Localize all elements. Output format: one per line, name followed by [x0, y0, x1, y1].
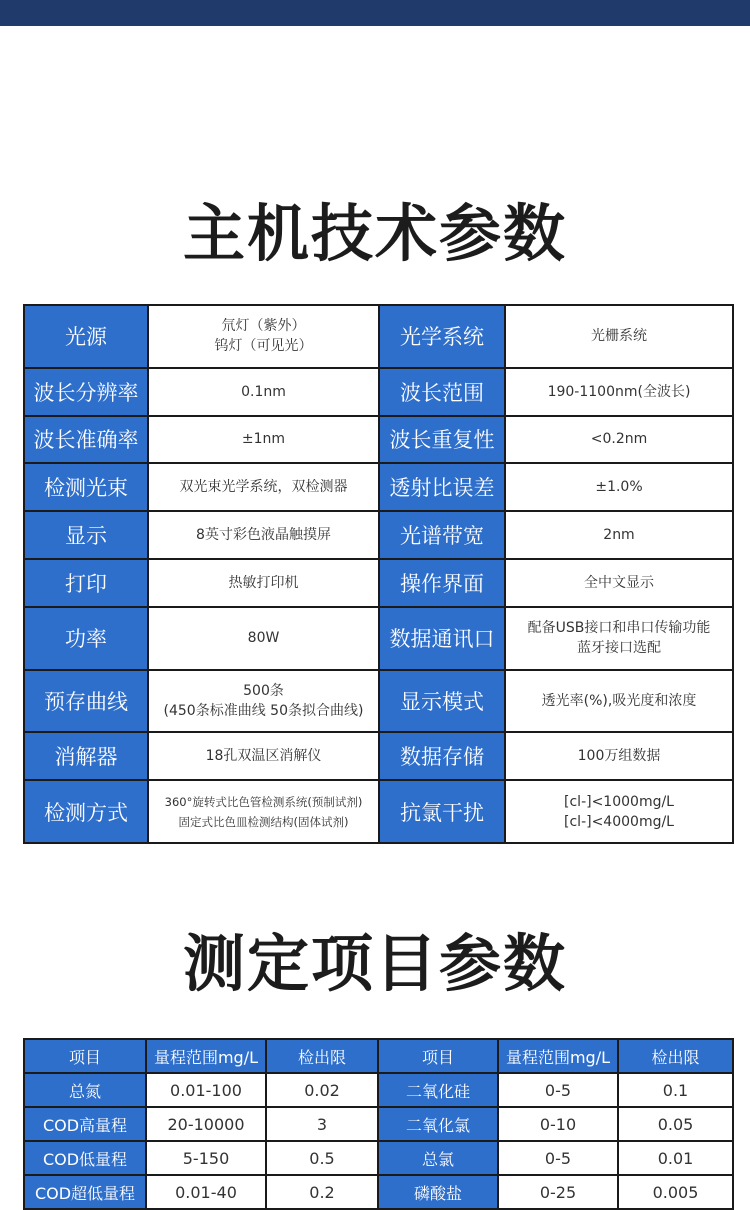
- spec-value-line: <0.2nm: [590, 431, 648, 448]
- spec-value: [505, 732, 733, 780]
- measure-header-row: [24, 1039, 733, 1073]
- measure-value-cell: 0.01-100: [146, 1073, 266, 1107]
- spec-value-line: 热敏打印机: [228, 574, 299, 591]
- measure-row: [24, 1141, 733, 1175]
- spec-key: 预存曲线: [24, 670, 148, 733]
- spec-value-line: [cl-]<1000mg/L: [564, 793, 674, 810]
- spec-value: [505, 463, 733, 511]
- spec-row: [24, 559, 733, 607]
- measure-item-cell: COD高量程: [24, 1107, 146, 1141]
- spec-key: 数据通讯口: [379, 607, 505, 670]
- measure-item-cell: COD超低量程: [24, 1175, 146, 1209]
- spec-row: [24, 670, 733, 733]
- spec-value: [148, 670, 379, 733]
- spec-value-line: 氘灯（紫外）: [221, 318, 306, 335]
- spec-value-line: 全中文显示: [584, 574, 654, 591]
- measure-value-cell: 0-5: [498, 1141, 618, 1175]
- spec-key: 操作界面: [379, 559, 505, 607]
- spec-key: 检测方式: [24, 780, 148, 843]
- spec-key: 检测光束: [24, 463, 148, 511]
- spec-value-line: 2nm: [603, 527, 635, 544]
- spec-value: [505, 607, 733, 670]
- measure-header-cell: 检出限: [266, 1039, 378, 1073]
- spec-value: [505, 305, 733, 368]
- spec-row: [24, 780, 733, 843]
- spec-value-line: 配备USB接口和串口传输功能: [527, 620, 711, 637]
- spec-value: [148, 732, 379, 780]
- spec-row: [24, 511, 733, 559]
- measure-value-cell: 0.01: [618, 1141, 733, 1175]
- measure-item-cell: COD低量程: [24, 1141, 146, 1175]
- measure-row: [24, 1107, 733, 1141]
- spec-key: 波长分辨率: [24, 368, 148, 416]
- spec-value-line: 190-1100nm(全波长): [547, 383, 691, 400]
- spec-row: [24, 463, 733, 511]
- spec-value: [505, 780, 733, 843]
- spec-key: 光学系统: [379, 305, 505, 368]
- spec-value: [148, 416, 379, 464]
- measure-header-cell: 项目: [378, 1039, 498, 1073]
- spec-table: [23, 304, 734, 844]
- measure-item-cell: 磷酸盐: [378, 1175, 498, 1209]
- spec-value-line: 18孔双温区消解仪: [205, 748, 322, 765]
- measure-item-cell: 二氧化硅: [378, 1073, 498, 1107]
- measure-item-cell: 二氧化氯: [378, 1107, 498, 1141]
- spec-value: [505, 559, 733, 607]
- spec-value: [148, 305, 379, 368]
- spec-value: [148, 368, 379, 416]
- spec-value-line: 100万组数据: [577, 748, 661, 765]
- measure-value-cell: 0.1: [618, 1073, 733, 1107]
- spec-value-line: (450条标准曲线 50条拟合曲线): [163, 702, 364, 719]
- spec-key: 显示: [24, 511, 148, 559]
- spec-row: [24, 305, 733, 368]
- spec-value: [505, 368, 733, 416]
- measure-table: [23, 1038, 734, 1210]
- spec-value-line: 500条: [243, 682, 284, 699]
- spec-value-line: 固定式比色皿检测结构(固体试剂): [178, 814, 349, 829]
- measure-row: [24, 1175, 733, 1209]
- spec-key: 显示模式: [379, 670, 505, 733]
- measure-header-cell: 项目: [24, 1039, 146, 1073]
- spec-value-line: 光栅系统: [591, 328, 647, 345]
- measure-item-cell: 总氯: [378, 1141, 498, 1175]
- spec-key: 波长重复性: [379, 416, 505, 464]
- spec-value: [505, 670, 733, 733]
- measure-value-cell: 0-10: [498, 1107, 618, 1141]
- measure-value-cell: 0-5: [498, 1073, 618, 1107]
- measure-value-cell: 0-25: [498, 1175, 618, 1209]
- spec-row: [24, 732, 733, 780]
- spec-value: [148, 463, 379, 511]
- spec-value: [505, 416, 733, 464]
- measure-value-cell: 5-150: [146, 1141, 266, 1175]
- top-banner: [0, 0, 750, 26]
- measure-header-cell: 量程范围mg/L: [498, 1039, 618, 1073]
- spec-key: 光源: [24, 305, 148, 368]
- spec-key: 波长范围: [379, 368, 505, 416]
- measure-value-cell: 0.005: [618, 1175, 733, 1209]
- spec-value-line: 0.1nm: [241, 383, 286, 400]
- spec-value-line: 双光束光学系统，双检测器: [179, 479, 348, 496]
- spec-value: [148, 780, 379, 843]
- measure-value-cell: 3: [266, 1107, 378, 1141]
- measure-value-cell: 0.05: [618, 1107, 733, 1141]
- measure-value-cell: 0.02: [266, 1073, 378, 1107]
- spec-value: [505, 511, 733, 559]
- spec-key: 打印: [24, 559, 148, 607]
- spec-key: 数据存储: [379, 732, 505, 780]
- measure-header-cell: 量程范围mg/L: [146, 1039, 266, 1073]
- spec-key: 光谱带宽: [379, 511, 505, 559]
- spec-value-line: ±1.0%: [595, 479, 643, 496]
- spec-value-line: ±1nm: [241, 431, 286, 448]
- spec-value: [148, 511, 379, 559]
- measure-value-cell: 20-10000: [146, 1107, 266, 1141]
- spec-row: [24, 607, 733, 670]
- measure-value-cell: 0.01-40: [146, 1175, 266, 1209]
- measure-item-cell: 总氮: [24, 1073, 146, 1107]
- measure-row: [24, 1073, 733, 1107]
- spec-value-line: [cl-]<4000mg/L: [564, 813, 674, 830]
- spec-key: 透射比误差: [379, 463, 505, 511]
- main-spec-title: 主机技术参数: [182, 197, 567, 270]
- spec-value-line: 蓝牙接口选配: [577, 640, 661, 657]
- spec-key: 波长准确率: [24, 416, 148, 464]
- spec-value: [148, 607, 379, 670]
- spec-value: [148, 559, 379, 607]
- spec-value-line: 360°旋转式比色管检测系统(预制试剂): [164, 794, 363, 809]
- measure-title: 测定项目参数: [182, 927, 567, 1000]
- spec-key: 消解器: [24, 732, 148, 780]
- measure-value-cell: 0.2: [266, 1175, 378, 1209]
- spec-key: 抗氯干扰: [379, 780, 505, 843]
- spec-row: [24, 416, 733, 464]
- spec-row: [24, 368, 733, 416]
- measure-header-cell: 检出限: [618, 1039, 733, 1073]
- spec-value-line: 钨灯（可见光）: [214, 338, 313, 355]
- spec-key: 功率: [24, 607, 148, 670]
- spec-value-line: 透光率(%),吸光度和浓度: [541, 692, 697, 709]
- spec-value-line: 80W: [247, 630, 280, 647]
- measure-value-cell: 0.5: [266, 1141, 378, 1175]
- spec-value-line: 8英寸彩色液晶触摸屏: [196, 527, 331, 544]
